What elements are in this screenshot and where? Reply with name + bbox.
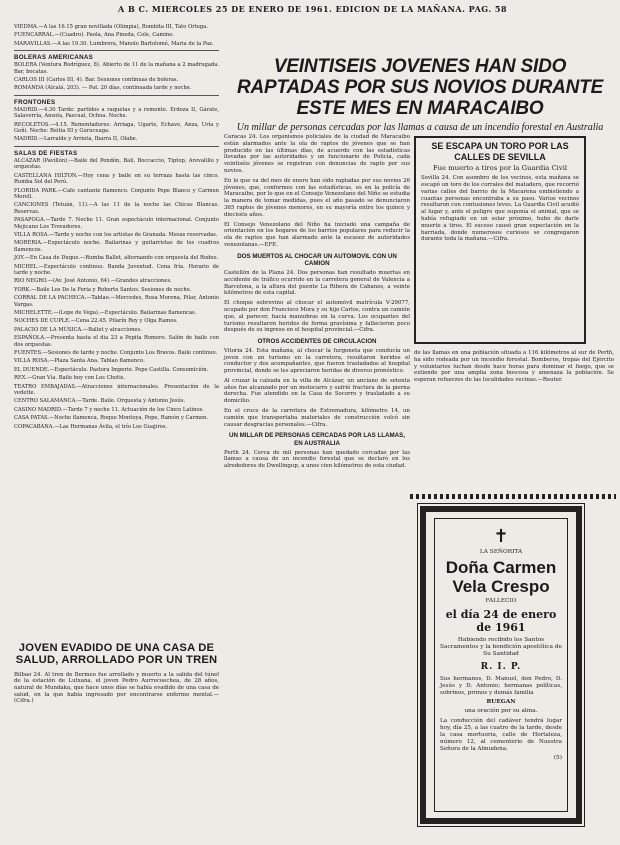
listing-line: FUENTES.—Sesiones de tarde y noche. Conjunto Los Bravos. Baile continuo. — [14, 350, 218, 357]
section-heading: SALAS DE FIESTAS — [14, 149, 78, 157]
listing-line: MICHEL.—Espectáculo continuo. Banda Juventud. Cena fría. Horario de tarde y noche. — [14, 263, 219, 276]
article-paragraph: El choque sobrevino al chocar el automóvil matrícula V-29077, ocupado por don Francisco Mora y su hijo Carlos, contra un camión que, al parecer, hacía maniobras en la curva. Los ocupantes del turismo resultaron heridos de forma gravísima y fallecieron poco después de su ingreso en el hospital provincial.—Cifra. — [224, 300, 410, 334]
boxed-body: Sevilla 24. Con asombro de los vecinos, esta mañana se escapó un toro de los corrales del matadero, que recorrió varias calles del barrio de la Macarena embistiendo a cuantas personas encontraba a su paso. Varios vecinos resultaron con contusiones leves. La Guardia Civil acudió al lugar y, ante el peligro que suponía el animal, que se había refugiado en un solar próximo, hubo de darle muerte a tiros. El suceso causó gran expectación en la barriada, donde numerosos curiosos se congregaron durante toda la mañana.—Cifra. — [421, 175, 579, 243]
divider — [14, 95, 219, 96]
listing-line: EL DUENDE.—Espectáculo. Pastora Imperio. Pepe Castilla. Consumición. — [14, 366, 209, 373]
listing-line: CANCIONES (Tetuán, 11).—A las 11 de la noche las Chicas Blancas. Reservas. — [14, 202, 219, 215]
listing-line: MADRID.—4.30 Tarde: partidos a raquetas y a remonte. Erdoza II, Gárate, Salaverría, Ansola, Pascual, Ochoa. Noche. — [14, 106, 219, 120]
listing-line: FLORIDA PARK.—Cafe cantante flamenco. Conjunto Pepe Blanco y Carmen Morell. — [14, 187, 219, 200]
middle-column — [224, 134, 410, 473]
listing-line: MICHELETTE.—(Lope de Vega).—Espectáculo. Bailarinas flamencas. — [14, 310, 197, 316]
obituary-request-title: RUEGAN — [486, 699, 516, 706]
continuation-paragraph: de las llamas en una población situada a 116 kilómetros al sur de Perth, ha sido rodeada por un incendio forestal. Bomberos, tropas del Ejército y voluntarios luchan desde hace horas para dominar el fuego, que se extiende por una amplia zona boscosa y amenaza la población. Se esperan refuerzos de las localidades vecinas.—Reuter. — [414, 350, 614, 384]
main-headline-block — [224, 56, 616, 133]
listing-line: CARLOS III (Carlos III, 4). Bar. Sesiones continuas de boleras. — [14, 77, 179, 84]
boxed-deck: Fue muerto a tiros por la Guardia Civil — [432, 164, 568, 173]
listing-line: CASA PATAS.—Noche flamenca, Roque Montoya, Pepe, Ramón y Carmen. — [14, 415, 209, 422]
obituary-date: el día 24 de enero de 1961 — [445, 608, 557, 634]
divider — [14, 146, 219, 147]
article-paragraph: Castellón de la Plana 24. Dos personas han resultado muertas en accidente de tráfico ocurrido en la carretera general de Valencia a Barcelona, a la altura del puente La Ribera de Cabanes, a veinte kilómetros de esta capital. — [224, 269, 410, 297]
listing-line: YORK.—Baile Los De la Feria y Roberto Santos. Sesiones de noche. — [14, 286, 192, 293]
left-story-body: Bilbao 24. Al tren de Bermeo fue arrollado y muerto a la salida del túnel de la estación de Lutxana, el joven Pedro Aurrecoechea, de 28 años, natural de Mundaka, que hace unos días se había evadido de una casa de salud, en la que había ingresado por encontrarse enfermo mental.—(Cifra.) — [14, 671, 219, 705]
article-paragraph: En lo que va del mes de enero han sido raptadas por sus novios 26 jóvenes, que, conformes con las estadísticas, es en la policía de Maracaibo, por lo que en el Consejo Venezolano del Niño se estudia la manera de tomar medidas, pues el año pasado se denunciaron 365 raptos de jóvenes menores, en su mayoría entre los quince y dieciséis años. — [224, 177, 410, 218]
listing-line: PALACIO DE LA MÚSICA.—Ballet y atracciones. — [14, 326, 142, 333]
obituary-code: (5) — [553, 755, 562, 762]
listing-line: VIEDMA.—A las 16.15 gran novillada (Olimpia), Bombita III, Tato Ortega. — [14, 24, 208, 30]
obituary-frame — [434, 518, 568, 812]
listing-line: ESPAÑOLA.—Presenta hasta el dia 23 a Pepita Romero. Salón de baile con dos orquestas. — [14, 335, 219, 348]
listing-line: RECOLETOS.—4.15. Remontadores: Arriaga, Ugarte, Echave, Anza, Uría y Goñi. Noche: Beitia III y Guruceaga. — [14, 121, 219, 135]
obituary-title-line: LA SEÑORITA — [479, 549, 523, 555]
main-headline: VEINTISEIS JOVENES HAN SIDO RAPTADAS POR SUS NOVIOS DURANTE ESTE MES EN MARACAIBO — [236, 56, 604, 119]
cross-icon: ✝ — [493, 526, 509, 547]
main-subheadline: Un millar de personas cercadas por las llamas a causa de un incendio forestal en Australia — [236, 122, 604, 133]
continuation-text — [414, 350, 614, 384]
boxed-story — [414, 136, 586, 344]
section-heading: FRONTONES — [14, 98, 56, 106]
listing-line: PASAPOGA.—Tarde 7. Noche 11. Gran espectáculo internacional. Conjunto Mejicano Los Trovadores. — [14, 217, 219, 230]
obituary-request: una oración por su alma. — [464, 708, 538, 715]
listing-line: JOY.—En Casa de Duque.—Rumba Ballet, alternando con orquesta del Rodeo. — [14, 255, 219, 262]
running-head: A B C. MIERCOLES 25 DE ENERO DE 1961. EDICION DE LA MAÑANA. PAG. 58 — [118, 4, 508, 14]
listing-line: CORRAL DE LA PACHECA.—Tablao.—Mercedes, Rosa Morena, Pilar, Antonio Vargas. — [14, 295, 219, 308]
article-paragraph: En el cruce de la carretera de Extremadura, kilómetro 14, un camión que transportaba materiales de construcción volcó sin causar desgracias personales.—Cifra. — [224, 408, 410, 428]
listing-line: MADRID.—Larralde y Arrieta, Ibarra II, Olabe. — [14, 136, 138, 143]
article-paragraph: El Consejo Venezolano del Niño ha iniciado una campaña de orientación en los hogares de los barrios populares para reducir la ola de raptos que han alarmado ante la escasez de autoridades venezolanas.—EFE. — [224, 221, 410, 248]
listings-column — [14, 24, 219, 432]
obituary-family: Sus hermanos, D. Manuel, don Pedro, D. Jesús y D. Antonio; hermanas políticas, sobrinos, primos y demás familia — [440, 676, 562, 696]
listing-line: COPACABANA.—Las Hermanas Ávila, el trío Los Guajiros. — [14, 423, 168, 430]
obituary-rip: R. I. P. — [480, 662, 522, 672]
article-paragraph: Al cruzar la calzada en la villa de Alcázar, un anciano de setenta años fue alcanzado por un motocarro y sufrió fractura de la pierna derecha. Fue atendido en la Casa de Socorro y trasladado a su domicilio. — [224, 377, 410, 405]
left-story — [14, 642, 219, 705]
listing-line: REX.—Gran Vía. Baile hoy con Los Chotis. — [14, 375, 126, 382]
listing-line: MARAVILLAS.—A las 19.30. Lumbrera, Manolo Bartolomé, Maria de la Paz. — [14, 40, 214, 47]
obituary-funeral: La conducción del cadáver tendrá lugar hoy, día 25, a las cuatro de la tarde, desde la casa mortuoria, calle de Hortaleza, número 12, al cementerio de Nuestra Señora de la Almudena. — [440, 718, 562, 752]
listing-line: RIO NEGRO.—(Av. José Antonio, 64).—Grandes atracciones. — [14, 278, 172, 285]
listing-line: VILLA ROSA.—Plaza Santa Ana. Tablao flamenco. — [14, 358, 145, 365]
listing-line: ALCAZAR (Pavillón).—Baile del Pendón, Bali, Boccaccio, Tiptop, Arevalillo y orquestas. — [14, 157, 219, 171]
subheading: OTROS ACCIDENTES DE CIRCULACION — [257, 338, 377, 346]
listing-line: BOLERA (Ventura Rodríguez, 8). Abierto de 11 de la mañana a 2 madrugada. Bar, bocatas. — [14, 62, 219, 75]
listing-line: NOCHES DE CUPLE.—Cena 22.45. Pilarín Rey y Olga Ramos. — [14, 318, 178, 325]
subheading: DOS MUERTOS AL CHOCAR UN AUTOMOVIL CON UN CAMION — [237, 252, 397, 268]
listing-line: CASINO MADRID.—Tarde 7 y noche 11. Actuación de los Cinco Latinos. — [14, 406, 204, 413]
obituary-notice — [420, 506, 582, 824]
subheading: UN MILLAR DE PERSONAS CERCADAS POR LAS LLAMAS, EN AUSTRALIA — [228, 432, 405, 448]
article-paragraph: Vitoria 24. Esta mañana, al chocar la furgoneta que conducía un joven con un turismo en la carretera, resultaron heridos el conductor y dos acompañantes, que fueron trasladados al hospital provincial, donde se les apreciaron heridas de diverso pronóstico. — [224, 347, 410, 375]
left-story-headline: JOVEN EVADIDO DE UNA CASA DE SALUD, ARROLLADO POR UN TREN — [15, 642, 218, 667]
article-paragraph: Perth 24. Cerca de mil personas han quedado cercadas por las llamas a causa de un incendio forestal que se declaró en los alrededores de Dwellingup, a unos cien kilómetros de esta ciudad. — [224, 449, 410, 470]
obituary-died-line: FALLECIO — [485, 598, 517, 604]
obituary-name: Doña Carmen Vela Crespo — [445, 558, 557, 596]
listing-line: CASTELLANA HILTON.—Hoy cena y baile en su terraza hasta las cinco. Rumba Sol del Perú. — [14, 172, 219, 186]
listing-line: FUENCARRAL.—(Cuadro). Paola, Ana Pineda, Cole, Camino. — [14, 32, 174, 39]
listing-line: ROMANDA (Alcalá, 203). — Pat. 20 días, continuada tarde y noche. — [14, 85, 192, 92]
listing-line: MORERIA.—Espectáculo noche. Bailarinas y guitarristas de los cuadros flamencos. — [14, 240, 219, 253]
listing-line: TEATRO EMBAJADAS.—Atracciones internacionales. Presentación de la vedette. — [14, 383, 219, 397]
ornamental-rule — [410, 494, 616, 499]
listing-line: CENTRO SALAMANCA.—Tarde. Baile. Orquesta y Antonio Jesús. — [14, 398, 186, 405]
obituary-sacraments: Habiendo recibido los Santos Sacramentos y la bendición apostólica de Su Santidad — [440, 637, 562, 657]
boxed-headline: SE ESCAPA UN TORO POR LAS CALLES DE SEVILLA — [431, 141, 569, 162]
divider — [14, 50, 219, 51]
listing-line: VILLA ROSA.—Tarde y noche con los artistas de Granada. Mesas reservadas. — [14, 231, 218, 238]
article-paragraph: Caracas 24. Los organismos policiales de la ciudad de Maracaibo están alarmados ante la ola de raptos de jóvenes que se han producido en las últimas días, de acuerdo con las estadísticas llevadas por las autoridades y un funcionario de Policía, cada veintiséis jóvenes se registran con denuncias de rapto por sus novios. — [224, 134, 410, 174]
section-heading: BOLERAS AMERICANAS — [14, 54, 94, 62]
